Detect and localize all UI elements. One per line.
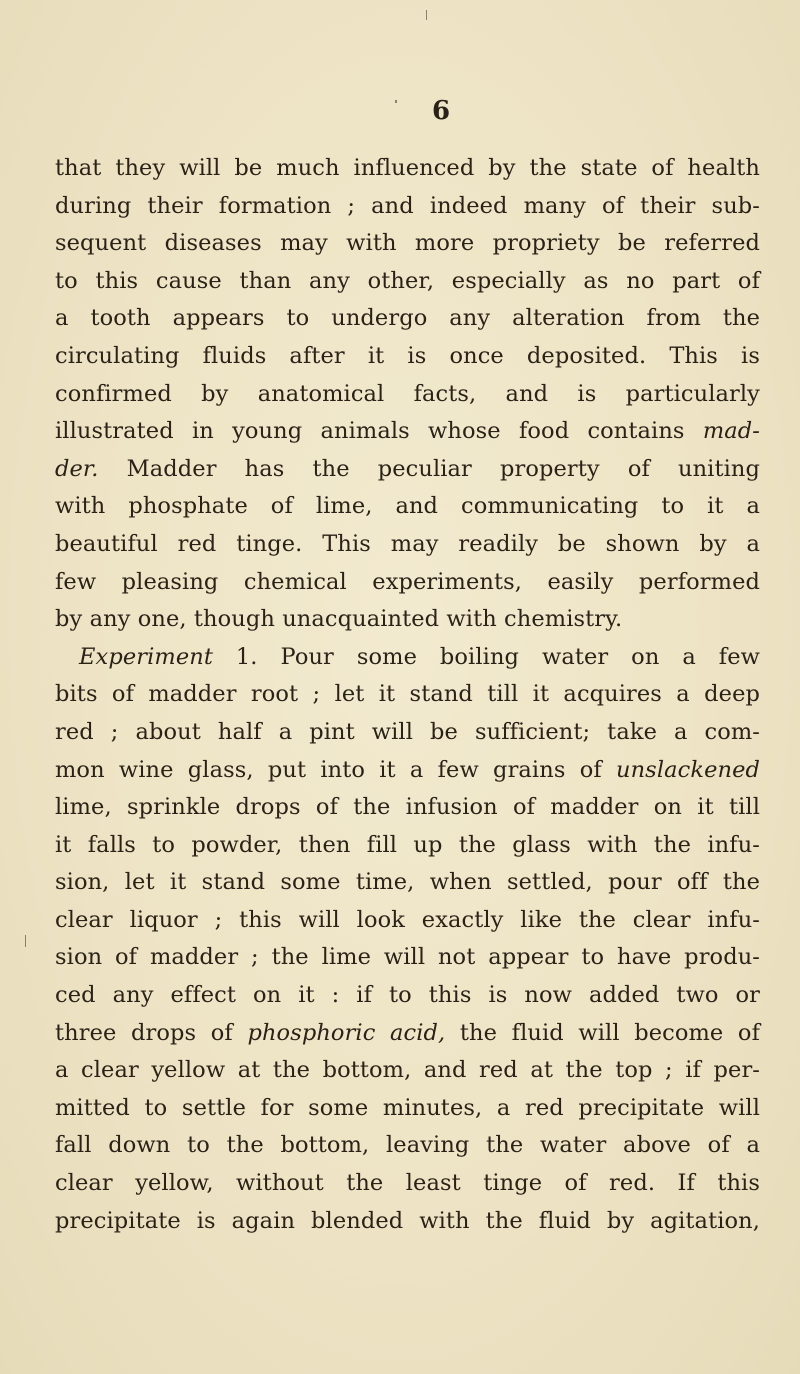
page-speck — [426, 10, 427, 20]
line-text: confirmed by anatomical facts, and is particularly — [55, 380, 760, 407]
line-text: mitted to settle for some minutes, a red precipitate will — [55, 1094, 760, 1121]
italic-text: der. — [55, 455, 99, 482]
text-line — [55, 225, 760, 263]
line-text: sequent diseases may with more propriety be referred — [55, 230, 760, 257]
line-text: clear yellow, without the least tinge of red. If this — [55, 1170, 760, 1197]
text-line — [55, 1090, 760, 1128]
line-text: sion, let it stand some time, when settled, pour off the — [55, 869, 760, 896]
line-text: sion of madder ; the lime will not appear to have produ- — [55, 944, 760, 971]
text-line — [55, 1203, 760, 1241]
line-text: with phosphate of lime, and communicating to it a — [55, 493, 760, 520]
line-text: mon wine glass, put into it a few grains of — [55, 756, 616, 783]
page-speck — [395, 100, 397, 103]
text-line — [55, 338, 760, 376]
text-line — [55, 263, 760, 301]
text-line — [55, 827, 760, 865]
italic-text: unslackened — [616, 756, 760, 783]
line-text: that they will be much influenced by the state of health — [55, 155, 760, 181]
line-text: during their formation ; and indeed many of their sub- — [55, 192, 760, 219]
line-text: three drops of — [55, 1019, 248, 1046]
text-line — [55, 1015, 760, 1053]
line-text: red ; about half a pint will be sufficient; take a com- — [55, 718, 760, 745]
text-line — [55, 1165, 760, 1203]
text-line — [55, 752, 760, 790]
line-text: illustrated in young animals whose food contains — [55, 418, 703, 445]
line-text: a tooth appears to undergo any alteration from the — [55, 305, 760, 332]
italic-text: Experiment — [79, 643, 213, 670]
line-text: ced any effect on it : if to this is now added two or — [55, 982, 760, 1009]
text-line — [55, 789, 760, 827]
page-number: 6 — [432, 96, 451, 126]
line-text: lime, sprinkle drops of the infusion of madder on it till — [55, 794, 760, 821]
line-text: to this cause than any other, especially as no part of — [55, 267, 760, 294]
text-line — [55, 676, 760, 714]
line-text: precipitate is again blended with the fluid by agitation, — [55, 1207, 760, 1234]
text-line — [55, 488, 760, 526]
text-line — [55, 639, 760, 677]
line-text: beautiful red tinge. This may readily be shown by a — [55, 530, 760, 557]
text-line — [55, 376, 760, 414]
line-text: 1. Pour some boiling water on a few — [212, 643, 760, 670]
text-line — [55, 451, 760, 489]
text-line — [55, 977, 760, 1015]
text-line — [55, 601, 760, 639]
line-text: a clear yellow at the bottom, and red at the top ; if per- — [55, 1057, 760, 1084]
text-line — [55, 714, 760, 752]
text-line — [55, 1127, 760, 1165]
line-text: the fluid will become of — [445, 1019, 761, 1046]
page-speck — [25, 935, 26, 947]
text-line — [55, 564, 760, 602]
text-line — [55, 1052, 760, 1090]
italic-text: phosphoric acid, — [247, 1019, 446, 1046]
line-text: by any one, though unacquainted with chemistry. — [55, 606, 623, 633]
body-text — [55, 150, 760, 1240]
text-line — [55, 413, 760, 451]
text-line — [55, 902, 760, 940]
line-text: few pleasing chemical experiments, easily performed — [55, 568, 760, 595]
line-text: Madder has the peculiar property of uniting — [98, 455, 760, 482]
line-text: clear liquor ; this will look exactly like the clear infu- — [55, 906, 760, 933]
line-text: circulating fluids after it is once deposited. This is — [55, 342, 760, 369]
text-line — [55, 864, 760, 902]
line-text: fall down to the bottom, leaving the water above of a — [55, 1132, 760, 1159]
text-line — [55, 300, 760, 338]
text-line — [55, 150, 760, 188]
text-line — [55, 526, 760, 564]
line-text: it falls to powder, then fill up the glass with the infu- — [55, 831, 760, 858]
text-line — [55, 188, 760, 226]
line-text: bits of madder root ; let it stand till it acquires a deep — [55, 681, 760, 708]
italic-text: mad- — [702, 418, 760, 445]
text-line — [55, 939, 760, 977]
